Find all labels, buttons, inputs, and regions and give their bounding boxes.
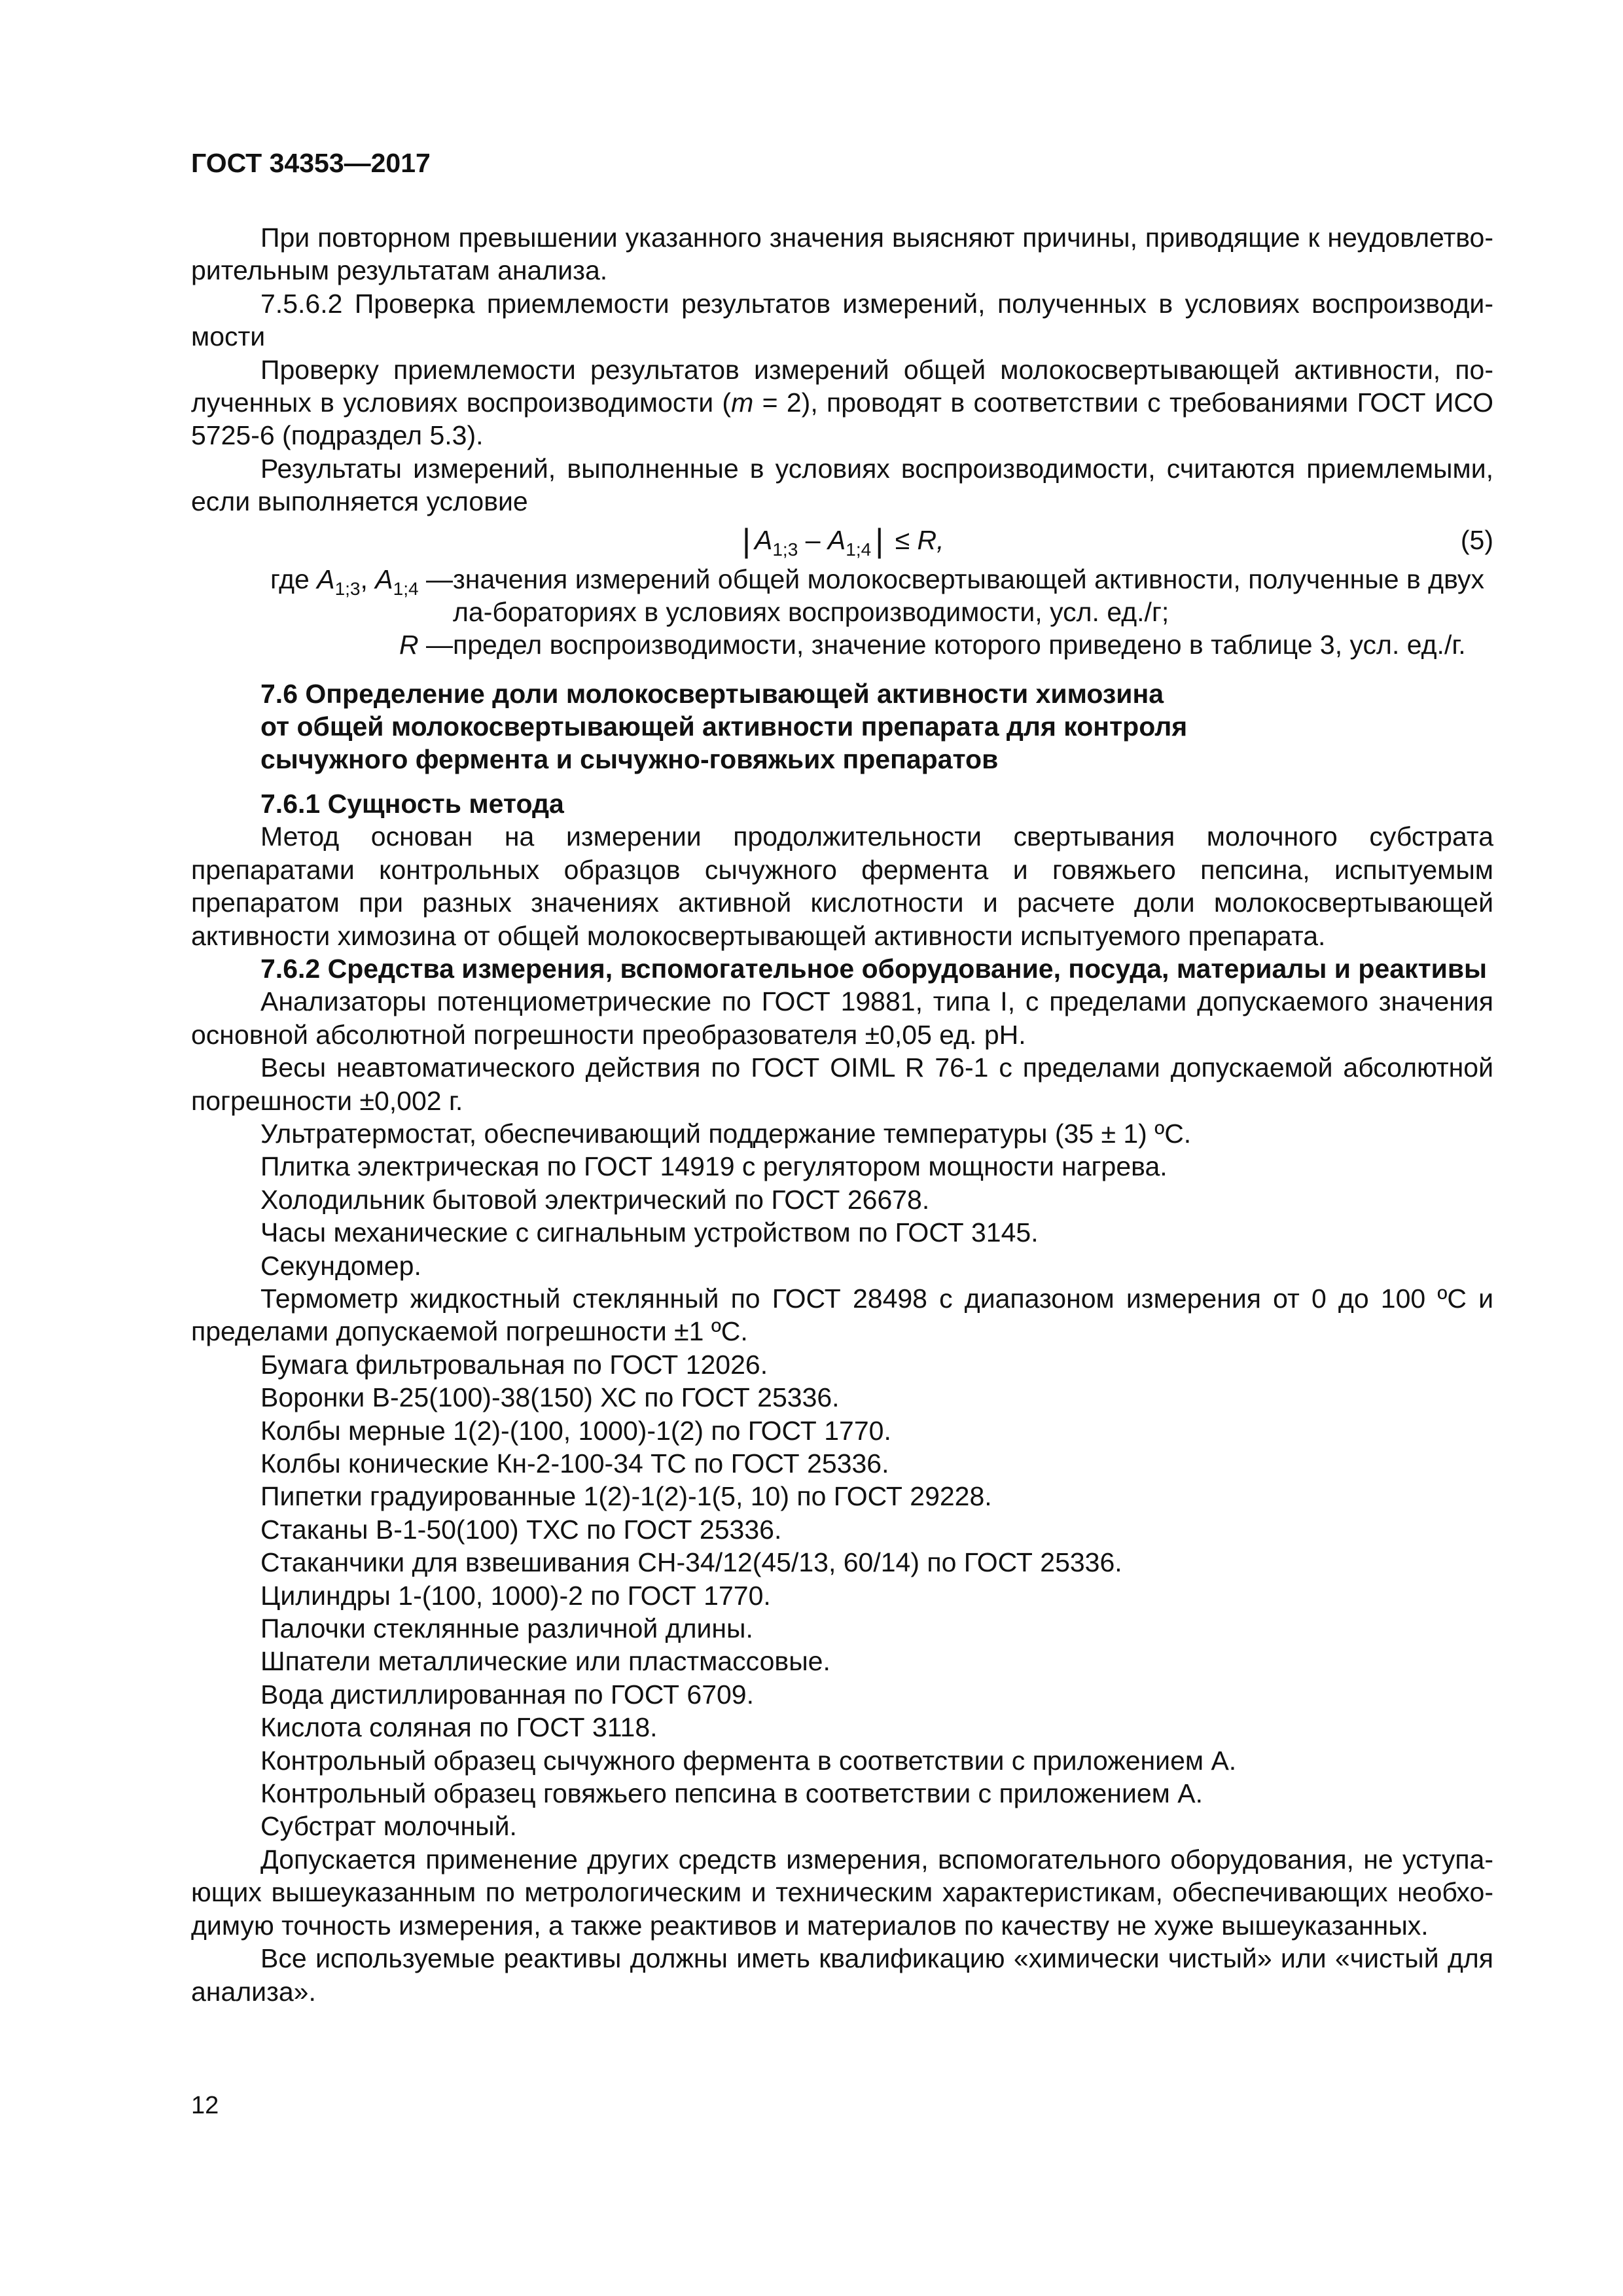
- subsection-heading-7-6-2: 7.6.2 Средства измерения, вспомогательное оборудование, посуда, материалы и реактивы: [260, 953, 1488, 984]
- list-item: Все используемые реактивы должны иметь квалификацию «химически чистый» или «чистый для анализа».: [191, 1943, 1493, 2007]
- where-row: [191, 563, 1493, 629]
- text-run: Проверку приемлемости результатов измерений общей молокосвертывающей активности, по-лученных в условиях воспроизводимости (: [191, 354, 1493, 418]
- document-body: [191, 221, 1493, 2008]
- formula-5: [191, 522, 1493, 560]
- list-item: Стаканы В-1-50(100) ТХС по ГОСТ 25336.: [260, 1514, 782, 1545]
- list-item: Палочки стеклянные различной длины.: [260, 1613, 753, 1644]
- symbol-m: m: [731, 387, 754, 418]
- subscript: 1;3: [772, 539, 798, 560]
- where-block: [191, 563, 1493, 662]
- subscript: 1;4: [846, 539, 872, 560]
- paragraph: При повторном превышении указанного значения выясняют причины, приводящие к неудовлетво-рительным результатам анализа.: [191, 223, 1493, 286]
- list-item: Стаканчики для взвешивания СН-34/12(45/13, 60/14) по ГОСТ 25336.: [260, 1547, 1122, 1578]
- list-item: Допускается применение других средств измерения, вспомогательного оборудования, не уступа-ющих вышеуказанным по метрологическим и техническим характеристикам, обеспечивающих необхо-димую точность измерения, а также реактивов и материалов по качеству не хуже вышеуказанных.: [191, 1844, 1493, 1941]
- paragraph: Метод основан на измерении продолжительности свертывания молочного субстрата препаратами контрольных образцов сычужного фермента и говяжьего пепсина, испытуемым препаратом при разных значениях активной кислотности и расчете доли молокосвертывающей активности химозина от общей молокосвертывающей активности испытуемого препарата.: [191, 821, 1493, 951]
- paragraph: 7.5.6.2 Проверка приемлемости результатов измерений, полученных в условиях воспроизводи-мости: [191, 288, 1493, 352]
- list-item: Весы неавтоматического действия по ГОСТ OIML R 76-1 с пределами допускаемой абсолютной погрешности ±0,002 г.: [191, 1052, 1493, 1116]
- symbol-r: R,: [917, 524, 944, 555]
- subsection-heading-7-6-1: 7.6.1 Сущность метода: [260, 788, 564, 819]
- where-row: [191, 628, 1493, 661]
- list-item: Контрольный образец сычужного фермента в соответствии с приложением А.: [260, 1745, 1237, 1776]
- where-text: предел воспроизводимости, значение которого приведено в таблице 3, усл. ед./г.: [453, 630, 1466, 660]
- list-item: Шпатели металлические или пластмассовые.: [260, 1646, 830, 1677]
- relation-sign: ≤: [895, 524, 910, 555]
- list-item: Ультратермостат, обеспечивающий поддержание температуры (35 ± 1) ºС.: [260, 1118, 1192, 1149]
- list-item: Субстрат молочный.: [260, 1811, 517, 1842]
- list-item: Колбы мерные 1(2)-(100, 1000)-1(2) по ГОСТ 1770.: [260, 1415, 891, 1446]
- list-item: Термометр жидкостный стеклянный по ГОСТ 28498 с диапазоном измерения от 0 до 100 ºС и пределами допускаемой погрешности ±1 ºС.: [191, 1283, 1493, 1347]
- text-run: = 2), проводят в соответствии с требованиями ГОСТ ИСО 5725-6 (подраздел 5.3).: [191, 387, 1493, 451]
- page-number: 12: [191, 2092, 219, 2119]
- formula-number: (5): [1460, 524, 1493, 555]
- symbol-a: A: [827, 524, 846, 555]
- list-item: Цилиндры 1-(100, 1000)-2 по ГОСТ 1770.: [260, 1580, 771, 1611]
- section-heading-7-6: 7.6 Определение доли молокосвертывающей активности химозина от общей молокосвертывающей активности препарата для контроля сычужного фермента и сычужно-говяжьих препаратов: [260, 678, 1188, 774]
- list-item: Воронки В-25(100)-38(150) ХС по ГОСТ 25336.: [260, 1382, 840, 1413]
- list-item: Пипетки градуированные 1(2)-1(2)-1(5, 10) по ГОСТ 29228.: [260, 1481, 992, 1512]
- list-item: Плитка электрическая по ГОСТ 14919 с регулятором мощности нагрева.: [260, 1151, 1168, 1182]
- minus-sign: –: [798, 524, 828, 555]
- list-item: Холодильник бытовой электрический по ГОСТ 26678.: [260, 1184, 930, 1215]
- symbol-a: A: [755, 524, 773, 555]
- formula-expression: | $A_{1;3} - A_{1;4}$ | ≤ R,: [742, 522, 944, 560]
- where-label: R —: [399, 630, 453, 660]
- list-item: Часы механические с сигнальным устройством по ГОСТ 3145.: [260, 1217, 1039, 1248]
- paragraph: Результаты измерений, выполненные в условиях воспроизводимости, считаются приемлемыми, если выполняется условие: [191, 453, 1493, 517]
- list-item: Кислота соляная по ГОСТ 3118.: [260, 1712, 658, 1743]
- equipment-list: [191, 985, 1493, 2008]
- document-header: ГОСТ 34353—2017: [191, 148, 431, 178]
- list-item: Вода дистиллированная по ГОСТ 6709.: [260, 1679, 754, 1710]
- paragraph: [191, 353, 1493, 452]
- list-item: Анализаторы потенциометрические по ГОСТ 19881, типа I, с пределами допускаемого значения основной абсолютной погрешности преобразователя ±0,05 ед. pH.: [191, 986, 1493, 1050]
- where-text: значения измерений общей молокосвертывающей активности, полученные в двух ла-бораториях в условиях воспроизводимости, усл. ед./г;: [453, 564, 1484, 628]
- list-item: Секундомер.: [260, 1250, 421, 1281]
- list-item: Контрольный образец говяжьего пепсина в соответствии с приложением А.: [260, 1778, 1203, 1809]
- where-label: где $A_{1;3}$, $A_{1;4}$ —: [270, 564, 453, 599]
- list-item: Бумага фильтровальная по ГОСТ 12026.: [260, 1349, 768, 1380]
- list-item: Колбы конические Кн-2-100-34 ТС по ГОСТ 25336.: [260, 1448, 889, 1479]
